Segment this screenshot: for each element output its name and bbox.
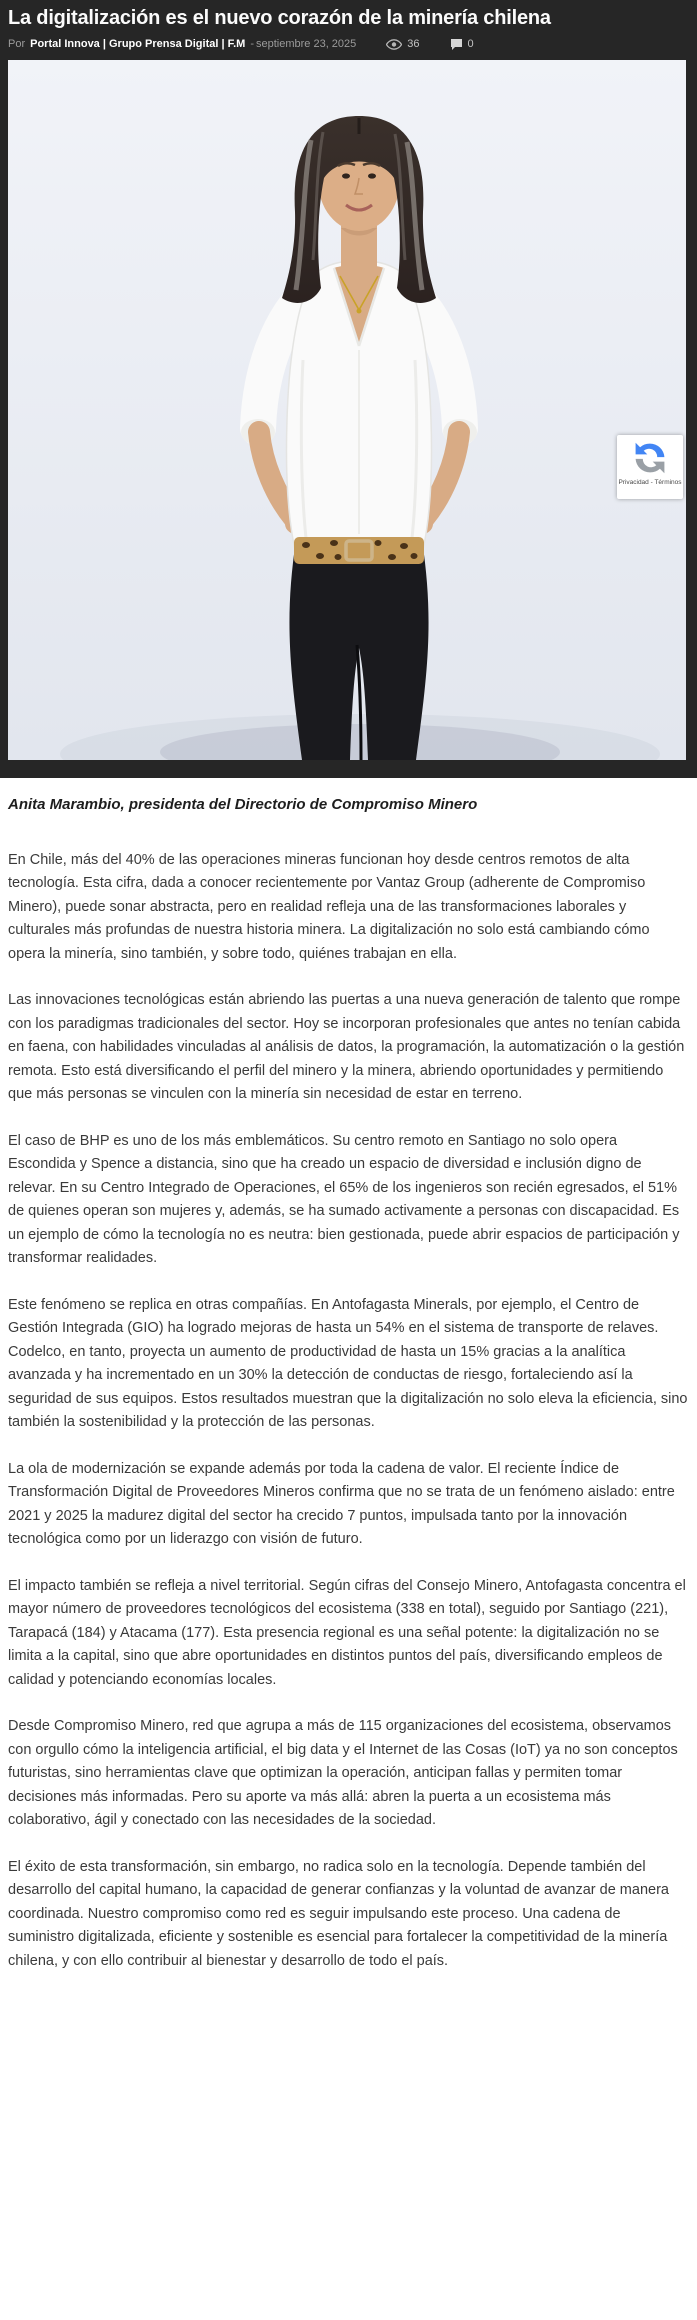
paragraph: Las innovaciones tecnológicas están abriendo las puertas a una nueva generación de talento que rompe con los paradigmas tradicionales del sector. Hoy se incorporan profesionales que antes no tenían cabida en faena, con habilidades vinculadas al análisis de datos, la programación, la automatización o la gestión remota. Esto está diversificando el perfil del minero y la minera, abriendo oportunidades y permitiendo que más personas se vinculen con la minería sin necesidad de estar en terreno. xyxy=(8,992,685,1102)
comments-count: 0 xyxy=(467,38,474,50)
paragraph: La ola de modernización se expande además por toda la cadena de valor. El reciente Índice de Transformación Digital de Proveedores Mineros confirma que no se trata de un fenómeno aislado: entre 2021 y 2025 la madurez digital del sector ha crecido 7 puntos, impulsada tanto por la innovación tecnológica como por un liderazgo con visión de futuro. xyxy=(8,1460,675,1547)
paragraph: Desde Compromiso Minero, red que agrupa a más de 115 organizaciones del ecosistema, observamos con orgullo cómo la inteligencia artificial, el big data y el Internet de las Cosas (IoT) ya no son conceptos futuristas, sino herramientas clave que optimizan la operación, anticipan fallas y permiten tomar decisiones más informadas. Pero su aporte va más allá: abren la puerta a un ecosistema más colaborativo, ágil y conectado con las necesidades de la sociedad. xyxy=(8,1718,678,1828)
paragraph: El impacto también se refleja a nivel territorial. Según cifras del Consejo Minero, Antofagasta concentra el mayor número de proveedores tecnológicos del ecosistema (338 en total), seguido por Santiago (221), Tarapacá (184) y Atacama (177). Esta presencia regional es una señal potente: la digitalización no se limita a la capital, sino que abre oportunidades en distintos puntos del país, diversificando empleos de calidad y potenciando economías locales. xyxy=(8,1577,686,1688)
recaptcha-badge[interactable] xyxy=(617,435,683,499)
author-link[interactable]: Portal Innova | Grupo Prensa Digital | F.M xyxy=(30,38,246,50)
header-section xyxy=(0,0,697,778)
page-title: La digitalización es el nuevo corazón de la minería chilena xyxy=(8,7,551,29)
byline xyxy=(0,34,697,58)
portrait-illustration xyxy=(8,60,686,760)
paragraph: En Chile, más del 40% de las operaciones mineras funcionan hoy desde centros remotos de alta tecnología. Esta cifra, dada a conocer recientemente por Vantaz Group (adherente de Compromiso Minero), puede sonar abstracta, pero en realidad refleja una de las transformaciones laborales y culturales más profundas de nuestra historia minera. La digitalización no solo está cambiando cómo opera la minería, sino también, y sobre todo, quiénes trabajan en ella. xyxy=(8,851,650,962)
paragraph: Este fenómeno se replica en otras compañías. En Antofagasta Minerals, por ejemplo, el Centro de Gestión Integrada (GIO) ha logrado mejoras de hasta un 54% en el sistema de transporte de relaves. Codelco, en tanto, proyecta un aumento de productividad de hasta un 15% gracias a la analítica avanzada y ha incrementado en un 30% la detección de conductas de riesgo, fortaleciendo así la seguridad de sus equipos. Estos resultados muestran que la digitalización no solo eleva la eficiencia, sino también la sostenibilidad y la protección de las personas. xyxy=(8,1296,688,1430)
byline-prefix: Por xyxy=(8,38,26,50)
paragraph: El caso de BHP es uno de los más emblemáticos. Su centro remoto en Santiago no solo opera Escondida y Spence a distancia, sino que ha creado un espacio de diversidad e inclusión digno de relevar. En su Centro Integrado de Operaciones, el 65% de los ingenieros son recién egresados, el 51% de quienes operan son mujeres y, además, se ha sumado activamente a personas con discapacidad. Es un ejemplo de cómo la tecnología no es neutra: bien gestionada, puede abrir espacios de participación y transformar realidades. xyxy=(8,1132,680,1266)
paragraph: El éxito de esta transformación, sin embargo, no radica solo en la tecnología. Depende también del desarrollo del capital humano, la capacidad de generar confianzas y la voluntad de avanzar de manera coordinada. Nuestro compromiso como red es seguir impulsando este proceso. Una cadena de suministro digitalizada, eficiente y sostenible es esencial para fortalecer la competitividad de la minería chilena, y con ello contribuir al bienestar y desarrollo de todo el país. xyxy=(8,1858,669,1969)
views-count: 36 xyxy=(407,38,420,50)
date-separator: - xyxy=(250,38,254,50)
comment-icon xyxy=(450,38,463,50)
publish-date: septiembre 23, 2025 xyxy=(255,38,357,50)
views-stat xyxy=(386,38,419,50)
recaptcha-privacy-terms[interactable]: Privacidad - Términos xyxy=(618,479,682,486)
article-body xyxy=(0,778,697,1973)
article-image xyxy=(8,60,686,760)
comments-stat[interactable] xyxy=(450,38,474,50)
image-caption: Anita Marambio, presidenta del Directorio de Compromiso Minero xyxy=(8,796,478,813)
eye-icon xyxy=(386,39,402,50)
recaptcha-icon xyxy=(632,440,668,476)
